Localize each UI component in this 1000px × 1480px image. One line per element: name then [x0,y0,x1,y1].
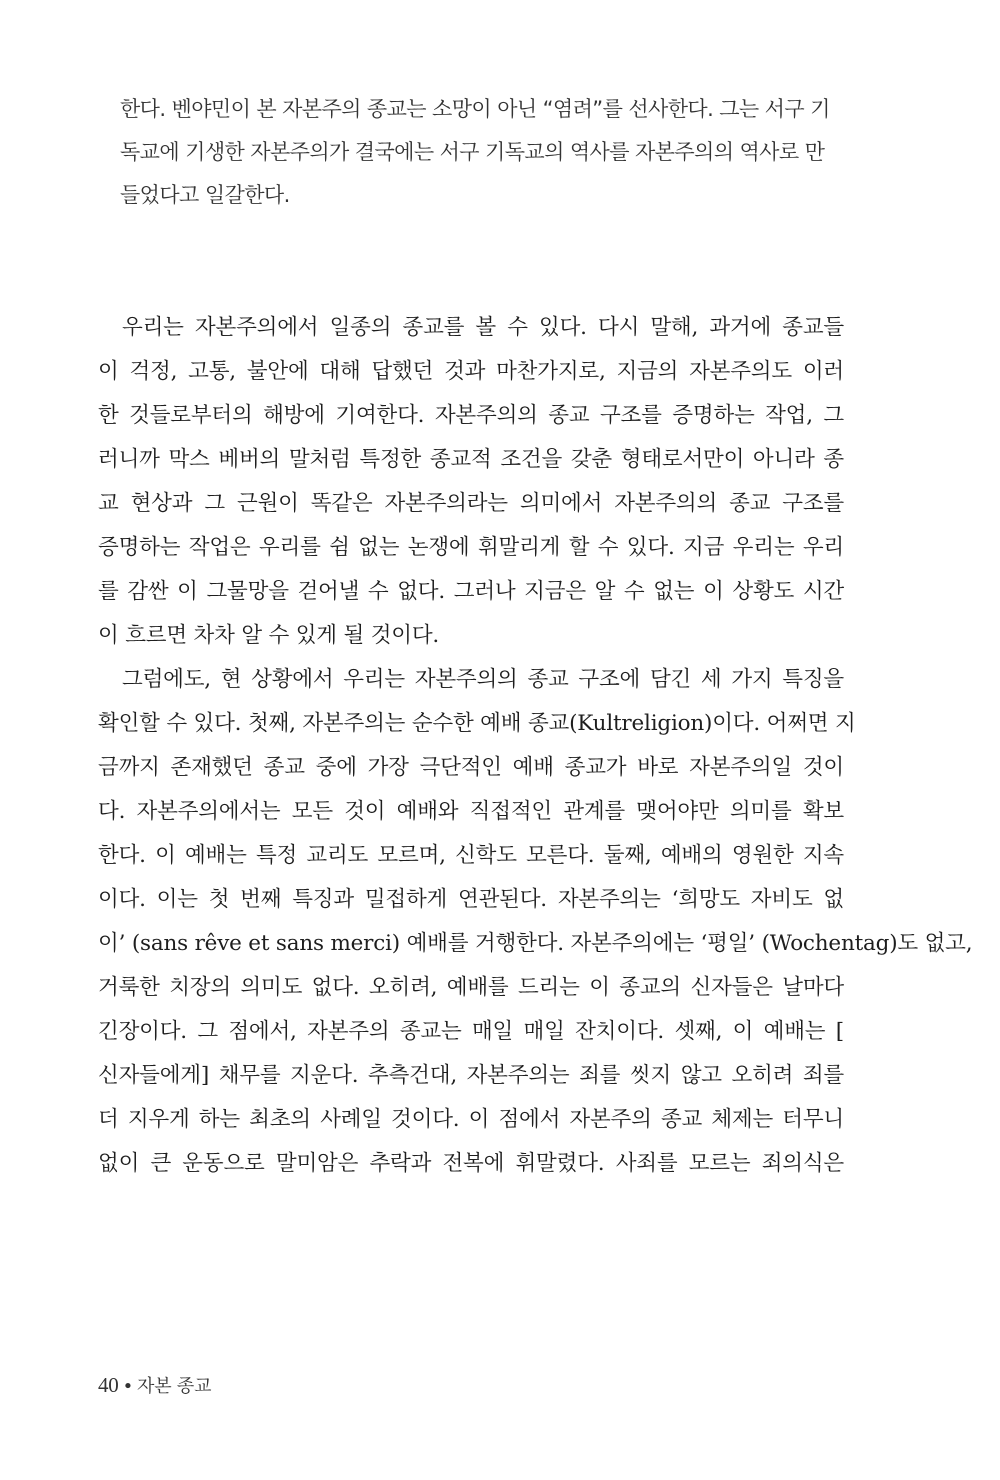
text-line: 더 지우게 하는 최초의 사례일 것이다. 이 점에서 자본주의 종교 체제는 터무니 [98,1107,844,1132]
text-line: 를 감싼 이 그물망을 걷어낼 수 없다. 그러나 지금은 알 수 없는 이 상황도 시간 [98,579,844,604]
page-number: 40 [98,1373,119,1397]
text-line: 이 흐르면 차차 알 수 있게 될 것이다. [98,623,440,648]
text-line: 이 걱정, 고통, 불안에 대해 답했던 것과 마찬가지로, 지금의 자본주의도 이러 [98,359,844,384]
text-line: 한 것들로부터의 해방에 기여한다. 자본주의의 종교 구조를 증명하는 작업, 그 [98,403,844,428]
intro-paragraph [120,88,840,217]
text-line: 이다. 이는 첫 번째 특징과 밀접하게 연관된다. 자본주의는 ‘희망도 자비도 없 [98,887,844,912]
text-line: 그럼에도, 현 상황에서 우리는 자본주의의 종교 구조에 담긴 세 가지 특징을 [122,667,844,692]
text-line: 우리는 자본주의에서 일종의 종교를 볼 수 있다. 다시 말해, 과거에 종교들 [122,315,844,340]
text-line: 러니까 막스 베버의 말처럼 특정한 종교적 조건을 갖춘 형태로서만이 아니라 종 [98,447,844,472]
text-line: 한다. 이 예배는 특정 교리도 모르며, 신학도 모른다. 둘째, 예배의 영원한 지속 [98,843,844,868]
footer-separator: • [122,1376,134,1397]
page-footer [98,1372,211,1398]
text-line: 없이 큰 운동으로 말미암은 추락과 전복에 휘말렸다. 사죄를 모르는 죄의식은 [98,1151,844,1176]
text-line: 확인할 수 있다. 첫째, 자본주의는 순수한 예배 종교(Kultreligion)이다. 어쩌면 지 [98,711,856,736]
text-line: 긴장이다. 그 점에서, 자본주의 종교는 매일 매일 잔치이다. 셋째, 이 예배는 [ [98,1019,844,1044]
paragraph-1 [98,306,844,658]
intro-line: 독교에 기생한 자본주의가 결국에는 서구 기독교의 역사를 자본주의의 역사로 만 [120,140,825,164]
text-line: 교 현상과 그 근원이 똑같은 자본주의라는 의미에서 자본주의의 종교 구조를 [98,491,844,516]
text-line: 신자들에게] 채무를 지운다. 추측건대, 자본주의는 죄를 씻지 않고 오히려 죄를 [98,1063,844,1088]
intro-line: 한다. 벤야민이 본 자본주의 종교는 소망이 아닌 “염려”를 선사한다. 그는 서구 기 [120,97,830,121]
book-title: 자본 종교 [137,1376,212,1397]
text-line: 증명하는 작업은 우리를 쉼 없는 논쟁에 휘말리게 할 수 있다. 지금 우리는 우리 [98,535,844,560]
paragraph-2 [98,658,973,1186]
intro-line: 들었다고 일갈한다. [120,183,290,207]
text-line: 이’ (sans rêve et sans merci) 예배를 거행한다. 자본주의에는 ‘평일’ (Wochentag)도 없고, [98,931,973,956]
text-line: 거룩한 치장의 의미도 없다. 오히려, 예배를 드리는 이 종교의 신자들은 날마다 [98,975,844,1000]
text-line: 금까지 존재했던 종교 중에 가장 극단적인 예배 종교가 바로 자본주의일 것이 [98,755,844,780]
main-text [98,306,973,1186]
text-line: 다. 자본주의에서는 모든 것이 예배와 직접적인 관계를 맺어야만 의미를 확보 [98,799,844,824]
